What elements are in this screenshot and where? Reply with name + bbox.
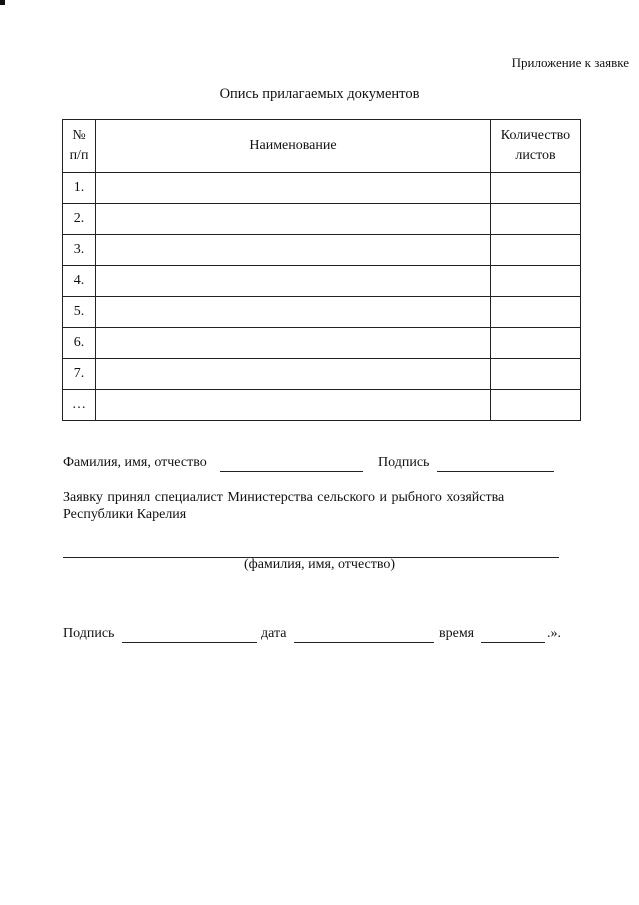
table-row <box>63 173 581 204</box>
header-sheets <box>491 120 581 173</box>
document-title: Опись прилагаемых документов <box>219 86 420 102</box>
row-sheets-cell[interactable] <box>491 359 581 390</box>
row-name-cell[interactable] <box>96 359 491 390</box>
row-sheets-cell[interactable] <box>491 297 581 328</box>
row-number-cell: … <box>63 390 96 421</box>
row-name-cell[interactable] <box>96 235 491 266</box>
specialist-fio-hint: (фамилия, имя, отчество) <box>243 557 396 572</box>
appendix-label: Приложение к заявке <box>511 55 629 70</box>
applicant-fio-line[interactable] <box>220 471 363 472</box>
row-name-cell[interactable] <box>96 204 491 235</box>
row-number-cell: 5. <box>63 297 96 328</box>
row-number-cell: 1. <box>63 173 96 204</box>
footer-signature-line[interactable] <box>122 642 257 643</box>
row-name-cell[interactable] <box>96 390 491 421</box>
footer-signature-label: Подпись <box>63 626 115 641</box>
table-row <box>63 328 581 359</box>
header-number <box>63 120 96 173</box>
row-sheets-cell[interactable] <box>491 328 581 359</box>
table-row <box>63 235 581 266</box>
row-name-cell[interactable] <box>96 173 491 204</box>
row-sheets-cell[interactable] <box>491 266 581 297</box>
row-name-cell[interactable] <box>96 297 491 328</box>
applicant-signature-line[interactable] <box>437 471 554 472</box>
footer-date-line[interactable] <box>294 642 434 643</box>
table-row <box>63 204 581 235</box>
footer-time-label: время <box>439 626 475 641</box>
header-name: Наименование <box>96 120 491 173</box>
table-row <box>63 359 581 390</box>
row-number-cell: 2. <box>63 204 96 235</box>
row-name-cell[interactable] <box>96 266 491 297</box>
row-name-cell[interactable] <box>96 328 491 359</box>
row-sheets-cell[interactable] <box>491 390 581 421</box>
table-row <box>63 266 581 297</box>
header-sheets-line1: Количество <box>500 128 571 143</box>
row-sheets-cell[interactable] <box>491 235 581 266</box>
footer-date-label: дата <box>261 626 287 641</box>
scan-corner-mark <box>0 0 5 5</box>
documents-table <box>62 119 581 421</box>
row-sheets-cell[interactable] <box>491 173 581 204</box>
row-number-cell: 6. <box>63 328 96 359</box>
row-number-cell: 4. <box>63 266 96 297</box>
row-number-cell: 7. <box>63 359 96 390</box>
footer-time-line[interactable] <box>481 642 545 643</box>
table-row <box>63 390 581 421</box>
footer-closing-quote: .». <box>547 626 561 641</box>
applicant-signature-label: Подпись <box>378 455 430 470</box>
row-sheets-cell[interactable] <box>491 204 581 235</box>
header-number-symbol: № <box>72 128 86 143</box>
applicant-fio-label: Фамилия, имя, отчество <box>63 455 207 470</box>
acceptance-text-line1: Заявку принял специалист Министерства сельского и рыбного хозяйства <box>63 490 505 505</box>
header-number-pp: п/п <box>69 148 89 163</box>
table-header-row <box>63 120 581 173</box>
header-sheets-line2: листов <box>515 148 556 163</box>
acceptance-text-line2: Республики Карелия <box>63 507 187 522</box>
table-row <box>63 297 581 328</box>
row-number-cell: 3. <box>63 235 96 266</box>
